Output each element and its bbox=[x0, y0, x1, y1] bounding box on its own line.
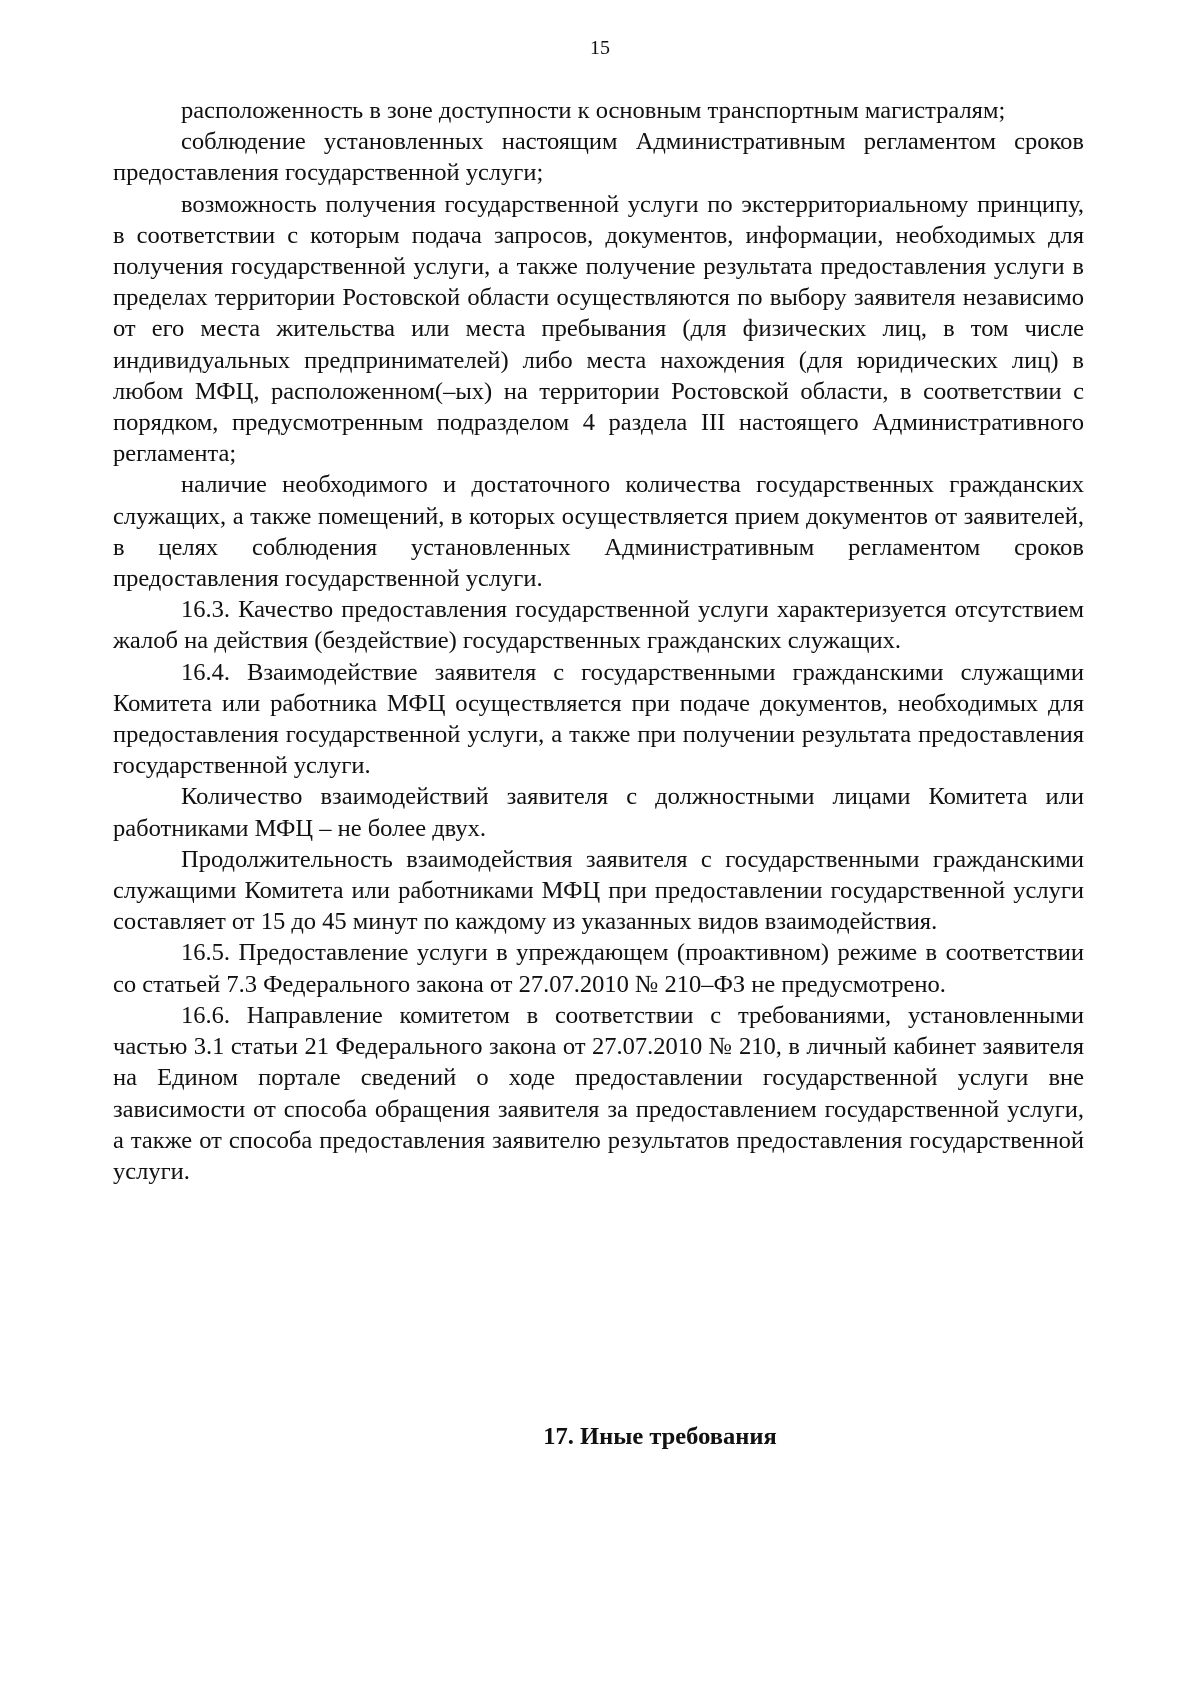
page-number: 15 bbox=[590, 37, 610, 59]
section-heading: 17. Иные требования bbox=[543, 1423, 777, 1450]
paragraph: Количество взаимодействий заявителя с должностными лицами Комитета или работниками МФЦ – не более двух. bbox=[113, 783, 1084, 842]
paragraph: Продолжительность взаимодействия заявителя с государственными гражданскими служащими Комитета или работниками МФЦ при предоставлении государственной услуги составляет от 15 до 45 минут по каждому из указанных видов взаимодействия. bbox=[113, 845, 1084, 936]
document-body bbox=[113, 95, 1084, 1187]
paragraph: соблюдение установленных настоящим Административным регламентом сроков предоставления государственной услуги; bbox=[113, 128, 1084, 187]
paragraph: 16.6. Направление комитетом в соответствии с требованиями, установленными частью 3.1 статьи 21 Федерального закона от 27.07.2010 № 210, в личный кабинет заявителя на Едином портале сведений о ходе предоставлении государственной услуги вне зависимости от способа обращения заявителя за предоставлением государственной услуги, а также от способа предоставления заявителю результатов предоставления государственной услуги. bbox=[113, 1001, 1084, 1185]
paragraph: наличие необходимого и достаточного количества государственных гражданских служащих, а также помещений, в которых осуществляется прием документов от заявителей, в целях соблюдения установленных Административным регламентом сроков предоставления государственной услуги. bbox=[113, 471, 1084, 593]
paragraph: 16.5. Предоставление услуги в упреждающем (проактивном) режиме в соответствии со статьей 7.3 Федерального закона от 27.07.2010 № 210–ФЗ не предусмотрено. bbox=[113, 939, 1084, 998]
paragraph: возможность получения государственной услуги по экстерриториальному принципу, в соответствии с которым подача запросов, документов, информации, необходимых для получения государственной услуги, а также получение результата предоставления услуги в пределах территории Ростовской области осуществляются по выбору заявителя независимо от его места жительства или места пребывания (для физических лиц, в том числе индивидуальных предпринимателей) либо места нахождения (для юридических лиц) в любом МФЦ, расположенном(–ых) на территории Ростовской области, в соответствии с порядком, предусмотренным подразделом 4 раздела III настоящего Административного регламента; bbox=[113, 190, 1084, 468]
paragraph: расположенность в зоне доступности к основным транспортным магистралям; bbox=[181, 97, 1006, 124]
paragraph: 16.4. Взаимодействие заявителя с государственными гражданскими служащими Комитета или работника МФЦ осуществляется при подаче документов, необходимых для предоставления государственной услуги, а также при получении результата предоставления государственной услуги. bbox=[113, 658, 1084, 780]
paragraph: 16.3. Качество предоставления государственной услуги характеризуется отсутствием жалоб на действия (бездействие) государственных гражданских служащих. bbox=[113, 596, 1084, 655]
